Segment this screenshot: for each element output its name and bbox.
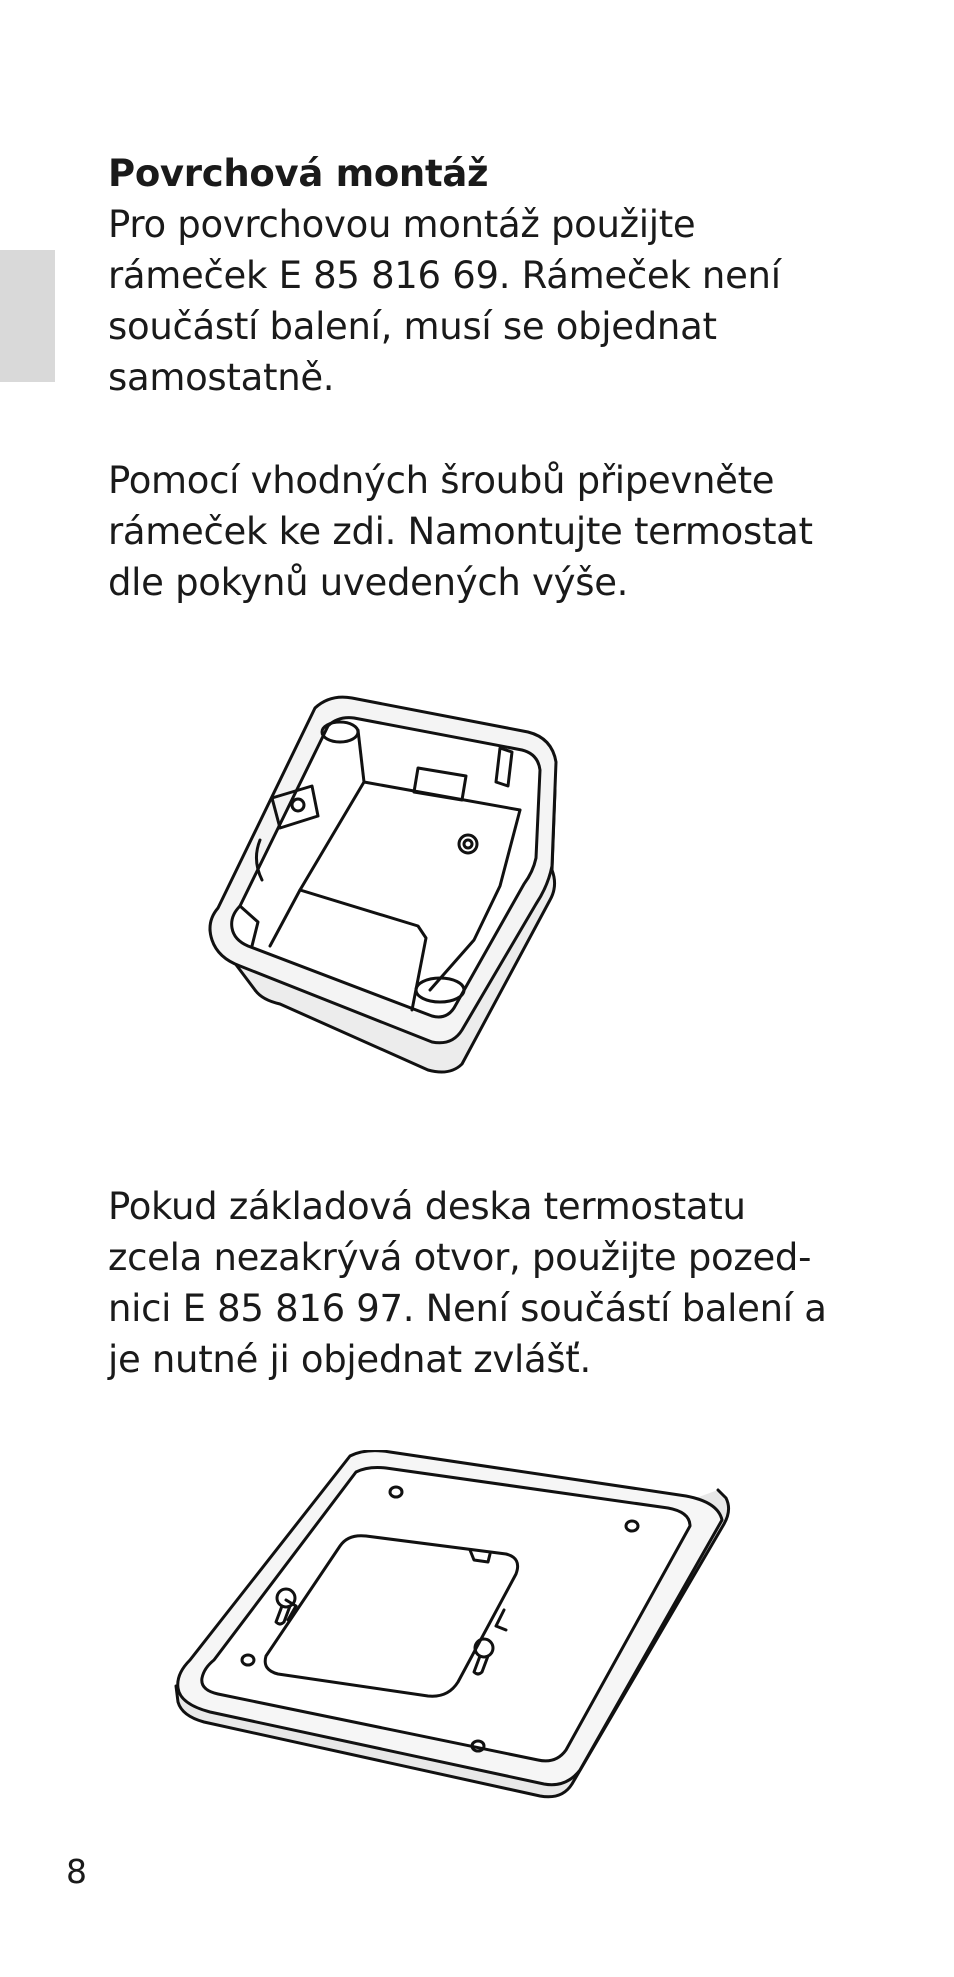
paragraph-3-line-2: zcela nezakrývá otvor, použijte pozed- [108,1236,812,1279]
wall-plate-instructions [108,1181,828,1385]
paragraph-2-line-1: Pomocí vhodných šroubů připevněte [108,459,775,502]
paragraph-1-line-2: rámeček E 85 816 69. Rámeček není [108,254,781,297]
mounting-instructions [108,455,828,608]
paragraph-3-line-4: je nutné ji objednat zvlášť. [108,1338,591,1381]
page-number: 8 [66,1852,87,1891]
paragraph-3-line-1: Pokud základová deska termostatu [108,1185,746,1228]
section-title: Povrchová montáž [108,152,489,195]
surface-mounting-frame-illustration [200,690,650,1100]
paragraph-2-line-3: dle pokynů uvedených výše. [108,561,629,604]
chapter-tab-marker [0,250,55,382]
paragraph-1-line-1: Pro povrchovou montáž použijte [108,203,696,246]
paragraph-2-line-2: rámeček ke zdi. Namontujte termostat [108,510,813,553]
surface-mounting-section [108,148,828,403]
paragraph-3-line-3: nici E 85 816 97. Není součástí balení a [108,1287,827,1330]
wall-plate-illustration [170,1450,750,1850]
paragraph-1-line-4: samostatně. [108,356,335,399]
paragraph-1-line-3: součástí balení, musí se objednat [108,305,717,348]
